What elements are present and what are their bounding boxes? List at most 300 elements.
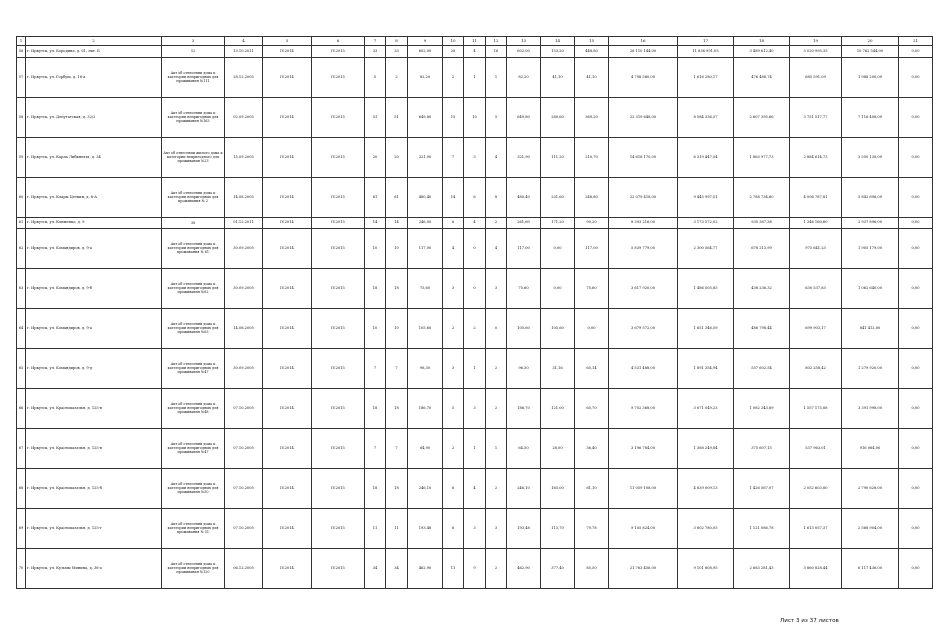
table-row — [17, 137, 933, 177]
cell-q2: IV.2015 — [312, 57, 365, 97]
cell-total: 11 059 108,00 — [609, 468, 678, 508]
cell-c14: 280,60 — [541, 97, 575, 137]
cell-s19: 802 258,42 — [790, 348, 842, 388]
column-number-cell: 13 — [507, 37, 541, 46]
cell-s21: 0,00 — [899, 228, 933, 268]
cell-c12: 2 — [486, 388, 507, 428]
cell-c12: 2 — [486, 348, 507, 388]
cell-address: г. Иркутск, ул. Красноказачья, д. 125-в — [26, 428, 162, 468]
cell-c10: 6 — [443, 217, 464, 228]
cell-s18: 1 121 086,78 — [734, 508, 790, 548]
cell-area: 246,00 — [408, 217, 443, 228]
cell-c15: 65,70 — [575, 388, 609, 428]
cell-total: 9 702 368,00 — [609, 388, 678, 428]
cell-c12: 1 — [486, 57, 507, 97]
table-row — [17, 268, 933, 308]
cell-total: 9 105 824,00 — [609, 508, 678, 548]
cell-total: 5 839 779,00 — [609, 228, 678, 268]
cell-act: Акт об отнесении дома к категории непригодных для проживания №163 — [162, 97, 225, 137]
cell-q1: IV.2014 — [263, 388, 312, 428]
cell-c15: 65,14 — [575, 348, 609, 388]
cell-s18: 557 602,54 — [734, 348, 790, 388]
cell-s19: 537 963,01 — [790, 428, 842, 468]
table-row — [17, 548, 933, 588]
cell-q1: IV.2014 — [263, 508, 312, 548]
cell-total: 14 618 170,00 — [609, 137, 678, 177]
column-number-cell: 14 — [541, 37, 575, 46]
cell-s19: 1 557 175,88 — [790, 388, 842, 428]
cell-s17: 4 839 009,13 — [678, 468, 734, 508]
cell-q1: IV.2014 — [263, 468, 312, 508]
cell-s21: 0,00 — [899, 548, 933, 588]
cell-date: 30.09.2005 — [225, 228, 263, 268]
cell-s19: 2 052 603,80 — [790, 468, 842, 508]
cell-address: г. Иркутск, ул. Командиров, д. 9-а — [26, 308, 162, 348]
cell-c13: 75,60 — [507, 268, 541, 308]
cell-c8: 51 — [386, 97, 408, 137]
cell-s19: 3 860 828,44 — [790, 548, 842, 588]
cell-c7: 33 — [365, 46, 386, 57]
cell-c8: 18 — [386, 388, 408, 428]
cell-c10: 6 — [443, 508, 464, 548]
cell-q2: IV.2015 — [312, 508, 365, 548]
cell-s18: 486 798,44 — [734, 308, 790, 348]
cell-c7: 11 — [365, 508, 386, 548]
cell-total: 26 110 144,00 — [609, 46, 678, 57]
column-number-cell: 9 — [408, 37, 443, 46]
cell-c13: 117,00 — [507, 228, 541, 268]
cell-total: 3 196 784,00 — [609, 428, 678, 468]
cell-s18: 2 788 734,60 — [734, 177, 790, 217]
cell-s20: 2 790 628,00 — [842, 468, 899, 508]
cell-c15: 369,20 — [575, 97, 609, 137]
cell-c13: 321,90 — [507, 137, 541, 177]
cell-s19: 975 641,23 — [790, 228, 842, 268]
cell-no: 56 — [17, 46, 26, 57]
cell-q1: IV.2014 — [263, 428, 312, 468]
cell-q2: IV.2015 — [312, 308, 365, 348]
cell-s17: 6 319 447,54 — [678, 137, 734, 177]
cell-address: г. Иркутск, ул. Бородина, д. 61, лит. Б — [26, 46, 162, 57]
cell-total: 8 393 216,00 — [609, 217, 678, 228]
table-row — [17, 57, 933, 97]
cell-total: 3 617 920,00 — [609, 268, 678, 308]
cell-date: 07.10.2005 — [225, 388, 263, 428]
cell-c15: 75,60 — [575, 268, 609, 308]
cell-s21: 0,00 — [899, 46, 933, 57]
cell-s21: 0,00 — [899, 217, 933, 228]
cell-c14: 231,60 — [541, 177, 575, 217]
cell-s21: 0,00 — [899, 97, 933, 137]
cell-c7: 34 — [365, 548, 386, 588]
cell-act: 38 — [162, 217, 225, 228]
cell-s17: 1 616 280,17 — [678, 57, 734, 97]
cell-q2: IV.2015 — [312, 268, 365, 308]
cell-total: 22 079 418,00 — [609, 177, 678, 217]
cell-s17: 9 101 808,95 — [678, 548, 734, 588]
cell-s17: 3 802 780,05 — [678, 508, 734, 548]
cell-c14: 0,00 — [541, 228, 575, 268]
cell-c10: 14 — [443, 177, 464, 217]
cell-c12: 8 — [486, 177, 507, 217]
cell-total: 3 679 572,00 — [609, 308, 678, 348]
cell-s17: 11 836 991,05 — [678, 46, 734, 57]
cell-area: 602,00 — [408, 46, 443, 57]
cell-c14: 153,20 — [541, 46, 575, 57]
cell-q2: IV.2015 — [312, 388, 365, 428]
cell-c13: 96,30 — [507, 348, 541, 388]
cell-s18: 678 213,99 — [734, 228, 790, 268]
cell-c13: 193,48 — [507, 508, 541, 548]
cell-q1: IV.2014 — [263, 217, 312, 228]
cell-address: г. Иркутск, ул. Горбуш, д. 16-а — [26, 57, 162, 97]
column-number-cell: 16 — [609, 37, 678, 46]
cell-q2: IV.2015 — [312, 46, 365, 57]
cell-q1: IV.2014 — [263, 228, 312, 268]
cell-c11: 4 — [464, 468, 486, 508]
cell-c12: 1 — [486, 428, 507, 468]
table-row — [17, 388, 933, 428]
cell-address: г. Иркутск, ул. Красноказачья, д. 125-г — [26, 508, 162, 548]
cell-c11: 3 — [464, 388, 486, 428]
cell-c15: 79,78 — [575, 508, 609, 548]
cell-c12: 16 — [486, 46, 507, 57]
cell-s18: 1 863 977,73 — [734, 137, 790, 177]
cell-s18: 1 082 243,89 — [734, 388, 790, 428]
cell-address: г. Иркутск, ул. Командиров, д. 9-а — [26, 228, 162, 268]
cell-act: Акт об отнесении дома к категории непригодных для проживания №50 — [162, 468, 225, 508]
cell-c10: 6 — [443, 468, 464, 508]
cell-c7: 18 — [365, 268, 386, 308]
cell-area: 82,20 — [408, 57, 443, 97]
cell-q1: IV.2014 — [263, 177, 312, 217]
cell-c10: 3 — [443, 268, 464, 308]
table-row — [17, 217, 933, 228]
cell-c15: 248,80 — [575, 177, 609, 217]
cell-c14: 171,20 — [541, 217, 575, 228]
cell-s18: 476 488,74 — [734, 57, 790, 97]
cell-c10: 5 — [443, 388, 464, 428]
cell-q2: IV.2015 — [312, 548, 365, 588]
cell-s20: 1 905 179,00 — [842, 228, 899, 268]
cell-c10: 11 — [443, 548, 464, 588]
cell-c13: 602,00 — [507, 46, 541, 57]
cell-c12: 3 — [486, 268, 507, 308]
cell-no: 59 — [17, 137, 26, 177]
cell-c13: 105,60 — [507, 308, 541, 348]
cell-c7: 7 — [365, 428, 386, 468]
cell-no: 60 — [17, 177, 26, 217]
cell-s17: 3 671 049,23 — [678, 388, 734, 428]
cell-c15: 210,70 — [575, 137, 609, 177]
cell-s17: 2 300 564,77 — [678, 228, 734, 268]
cell-c15: 117,00 — [575, 228, 609, 268]
cell-s19: 699 903,17 — [790, 308, 842, 348]
cell-date: 30.09.2005 — [225, 268, 263, 308]
cell-c13: 480,40 — [507, 177, 541, 217]
cell-c11: 3 — [464, 508, 486, 548]
cell-address: г. Иркутск, ул. Командиров, д. 9-д — [26, 348, 162, 388]
cell-c10: 2 — [443, 428, 464, 468]
cell-s21: 0,00 — [899, 57, 933, 97]
cell-act: Акт об отнесении дома к категории непригодных для проживания №47 — [162, 428, 225, 468]
cell-s18: 2 607 395,66 — [734, 97, 790, 137]
cell-c8: 33 — [386, 46, 408, 57]
cell-act: Акт об отнесении дома к категории непригодных для проживания №48 — [162, 388, 225, 428]
cell-c15: 85,50 — [575, 548, 609, 588]
cell-s20: 841 412,00 — [842, 308, 899, 348]
cell-c13: 246,10 — [507, 468, 541, 508]
cell-no: 63 — [17, 268, 26, 308]
cell-q1: IV.2014 — [263, 137, 312, 177]
cell-area: 105,60 — [408, 308, 443, 348]
cell-c11: 9 — [464, 548, 486, 588]
cell-no: 65 — [17, 348, 26, 388]
cell-c15: 90,20 — [575, 217, 609, 228]
cell-s21: 0,00 — [899, 388, 933, 428]
column-number-cell: 17 — [678, 37, 734, 46]
cell-c14: 28,00 — [541, 428, 575, 468]
cell-s21: 0,00 — [899, 308, 933, 348]
cell-c8: 10 — [386, 308, 408, 348]
cell-c12: 3 — [486, 508, 507, 548]
cell-no: 61 — [17, 217, 26, 228]
cell-s17: 3 173 572,02 — [678, 217, 734, 228]
cell-date: 30.09.2005 — [225, 348, 263, 388]
cell-c10: 3 — [443, 348, 464, 388]
cell-area: 75,60 — [408, 268, 443, 308]
cell-c11: 1 — [464, 348, 486, 388]
cell-s19: 630 537,83 — [790, 268, 842, 308]
cell-s17: 1 891 354,94 — [678, 348, 734, 388]
cell-s20: 916 064,00 — [842, 428, 899, 468]
cell-q1: IV.2014 — [263, 348, 312, 388]
cell-c8: 34 — [386, 548, 408, 588]
cell-c12: 5 — [486, 97, 507, 137]
cell-s21: 0,00 — [899, 428, 933, 468]
cell-area: 193,48 — [408, 508, 443, 548]
cell-total: 22 319 648,00 — [609, 97, 678, 137]
cell-c13: 64,50 — [507, 428, 541, 468]
cell-c12: 0 — [486, 308, 507, 348]
cell-area: 321,90 — [408, 137, 443, 177]
cell-s20: 1 062 640,00 — [842, 268, 899, 308]
cell-c8: 7 — [386, 428, 408, 468]
housing-register-table — [16, 36, 933, 589]
cell-c12: 4 — [486, 228, 507, 268]
column-number-cell: 12 — [486, 37, 507, 46]
cell-date: 13.10.2011 — [225, 46, 263, 57]
cell-c7: 18 — [365, 388, 386, 428]
cell-s20: 6 117 436,00 — [842, 548, 899, 588]
cell-c8: 7 — [386, 348, 408, 388]
cell-q2: IV.2015 — [312, 468, 365, 508]
cell-q2: IV.2015 — [312, 97, 365, 137]
cell-c15: 36,40 — [575, 428, 609, 468]
table-row — [17, 177, 933, 217]
cell-address: г. Иркутск, ул. Командиров, д. 9-б — [26, 268, 162, 308]
column-number-cell: 2 — [26, 37, 162, 46]
cell-c14: 0,00 — [541, 268, 575, 308]
cell-c7: 7 — [365, 348, 386, 388]
cell-s20: 3 550 130,00 — [842, 137, 899, 177]
cell-c11: 1 — [464, 428, 486, 468]
cell-c8: 11 — [386, 508, 408, 548]
cell-no: 66 — [17, 388, 26, 428]
cell-c8: 2 — [386, 57, 408, 97]
cell-q1: IV.2014 — [263, 268, 312, 308]
cell-s20: 10 762 544,00 — [842, 46, 899, 57]
cell-q1: IV.2014 — [263, 46, 312, 57]
cell-date: 01.12.2011 — [225, 217, 263, 228]
table-row — [17, 97, 933, 137]
cell-c11: 2 — [464, 308, 486, 348]
cell-act: Акт об отнесении дома к категории непригодных для проживания №120 — [162, 548, 225, 588]
cell-s20: 7 116 408,00 — [842, 97, 899, 137]
column-number-cell: 6 — [312, 37, 365, 46]
cell-c12: 2 — [486, 217, 507, 228]
cell-c7: 5 — [365, 57, 386, 97]
cell-address: г. Иркутск, ул. Кузьмы Минина, д. 36-а — [26, 548, 162, 588]
table-row — [17, 508, 933, 548]
column-number-cell: 11 — [464, 37, 486, 46]
cell-c12: 2 — [486, 548, 507, 588]
cell-c13: 649,80 — [507, 97, 541, 137]
cell-c10: 15 — [443, 97, 464, 137]
column-number-cell: 5 — [263, 37, 312, 46]
cell-c13: 82,20 — [507, 57, 541, 97]
cell-c7: 10 — [365, 228, 386, 268]
cell-c10: 2 — [443, 57, 464, 97]
cell-q2: IV.2015 — [312, 348, 365, 388]
table-body — [17, 37, 933, 589]
cell-no: 57 — [17, 57, 26, 97]
table-row — [17, 308, 933, 348]
cell-s19: 4 006 787,81 — [790, 177, 842, 217]
column-number-cell: 21 — [899, 37, 933, 46]
cell-c10: 20 — [443, 46, 464, 57]
cell-q1: IV.2014 — [263, 57, 312, 97]
cell-s21: 0,00 — [899, 137, 933, 177]
cell-act: Акт об отнесении жилого дома к категории непригодного для проживания №23 — [162, 137, 225, 177]
cell-c13: 186,70 — [507, 388, 541, 428]
cell-s19: 1 346 160,60 — [790, 217, 842, 228]
cell-s20: 2 937 896,00 — [842, 217, 899, 228]
cell-s18: 935 387,38 — [734, 217, 790, 228]
cell-s20: 5 842 896,00 — [842, 177, 899, 217]
cell-c8: 20 — [386, 137, 408, 177]
cell-c10: 2 — [443, 308, 464, 348]
column-number-row — [17, 37, 933, 46]
column-number-cell: 1 — [17, 37, 26, 46]
cell-c15: 41,10 — [575, 57, 609, 97]
cell-no: 68 — [17, 468, 26, 508]
cell-no: 69 — [17, 508, 26, 548]
cell-c12: 4 — [486, 137, 507, 177]
cell-s20: 3 391 998,00 — [842, 388, 899, 428]
cell-c13: 261,60 — [507, 217, 541, 228]
cell-address: г. Иркутск, ул. Карла Либкнехта, д. 34 — [26, 137, 162, 177]
cell-s20: 1 279 920,00 — [842, 348, 899, 388]
cell-c8: 14 — [386, 217, 408, 228]
cell-q2: IV.2015 — [312, 228, 365, 268]
cell-s21: 0,00 — [899, 268, 933, 308]
cell-area: 246,10 — [408, 468, 443, 508]
cell-c8: 18 — [386, 468, 408, 508]
cell-s18: 375 607,15 — [734, 428, 790, 468]
cell-s18: 2 683 281,43 — [734, 548, 790, 588]
cell-area: 480,40 — [408, 177, 443, 217]
cell-c11: 4 — [464, 217, 486, 228]
table-row — [17, 228, 933, 268]
cell-c14: 165,00 — [541, 468, 575, 508]
cell-no: 67 — [17, 428, 26, 468]
cell-c7: 10 — [365, 308, 386, 348]
cell-area: 462,90 — [408, 548, 443, 588]
cell-address: г. Иркутск, ул. Клименко, д. 9 — [26, 217, 162, 228]
cell-area: 64,90 — [408, 428, 443, 468]
cell-date: 06.12.2005 — [225, 548, 263, 588]
cell-act: Акт об отнесении дома к категории непригодных для проживания № 2 — [162, 177, 225, 217]
column-number-cell: 19 — [790, 37, 842, 46]
cell-q2: IV.2015 — [312, 177, 365, 217]
column-number-cell: 4 — [225, 37, 263, 46]
cell-act: Акт об отнесении дома к категории непригодных для проживания №111 — [162, 57, 225, 97]
cell-date: 15.09.2005 — [225, 137, 263, 177]
cell-area: 186,70 — [408, 388, 443, 428]
cell-act: Акт об отнесении дома к категории непригодных для проживания № 51 — [162, 508, 225, 548]
cell-s21: 0,00 — [899, 508, 933, 548]
cell-c11: 10 — [464, 97, 486, 137]
cell-c15: 448,80 — [575, 46, 609, 57]
cell-c14: 377,40 — [541, 548, 575, 588]
cell-s19: 3 751 517,77 — [790, 97, 842, 137]
cell-s21: 0,00 — [899, 468, 933, 508]
cell-c7: 20 — [365, 137, 386, 177]
cell-s17: 1 368 249,84 — [678, 428, 734, 468]
cell-c11: 3 — [464, 137, 486, 177]
cell-date: 07.10.2005 — [225, 428, 263, 468]
column-number-cell: 15 — [575, 37, 609, 46]
cell-total: 21 763 456,00 — [609, 548, 678, 588]
cell-s19: 1 613 057,37 — [790, 508, 842, 548]
cell-act: Акт об отнесении дома к категории непригодных для проживания №62 — [162, 268, 225, 308]
column-number-cell: 8 — [386, 37, 408, 46]
column-number-cell: 20 — [842, 37, 899, 46]
cell-s18: 1 426 567,07 — [734, 468, 790, 508]
cell-q2: IV.2015 — [312, 137, 365, 177]
cell-c7: 61 — [365, 177, 386, 217]
cell-c14: 111,20 — [541, 137, 575, 177]
table-row — [17, 46, 933, 57]
cell-c11: 0 — [464, 228, 486, 268]
column-number-cell: 18 — [734, 37, 790, 46]
cell-q2: IV.2015 — [312, 217, 365, 228]
cell-c10: 4 — [443, 228, 464, 268]
cell-address: г. Иркутск, ул. Красноказачья, д. 125-в — [26, 388, 162, 428]
cell-no: 62 — [17, 228, 26, 268]
cell-total: 4 531 488,00 — [609, 348, 678, 388]
cell-date: 28.12.2005 — [225, 57, 263, 97]
cell-c11: 4 — [464, 46, 486, 57]
cell-c15: 81,10 — [575, 468, 609, 508]
cell-address: г. Иркутск, ул. Красноказачья, д. 125-б — [26, 468, 162, 508]
cell-date: 02.09.2005 — [225, 97, 263, 137]
cell-act: 52 — [162, 46, 225, 57]
cell-c8: 18 — [386, 268, 408, 308]
cell-no: 64 — [17, 308, 26, 348]
cell-s18: 438 236,32 — [734, 268, 790, 308]
